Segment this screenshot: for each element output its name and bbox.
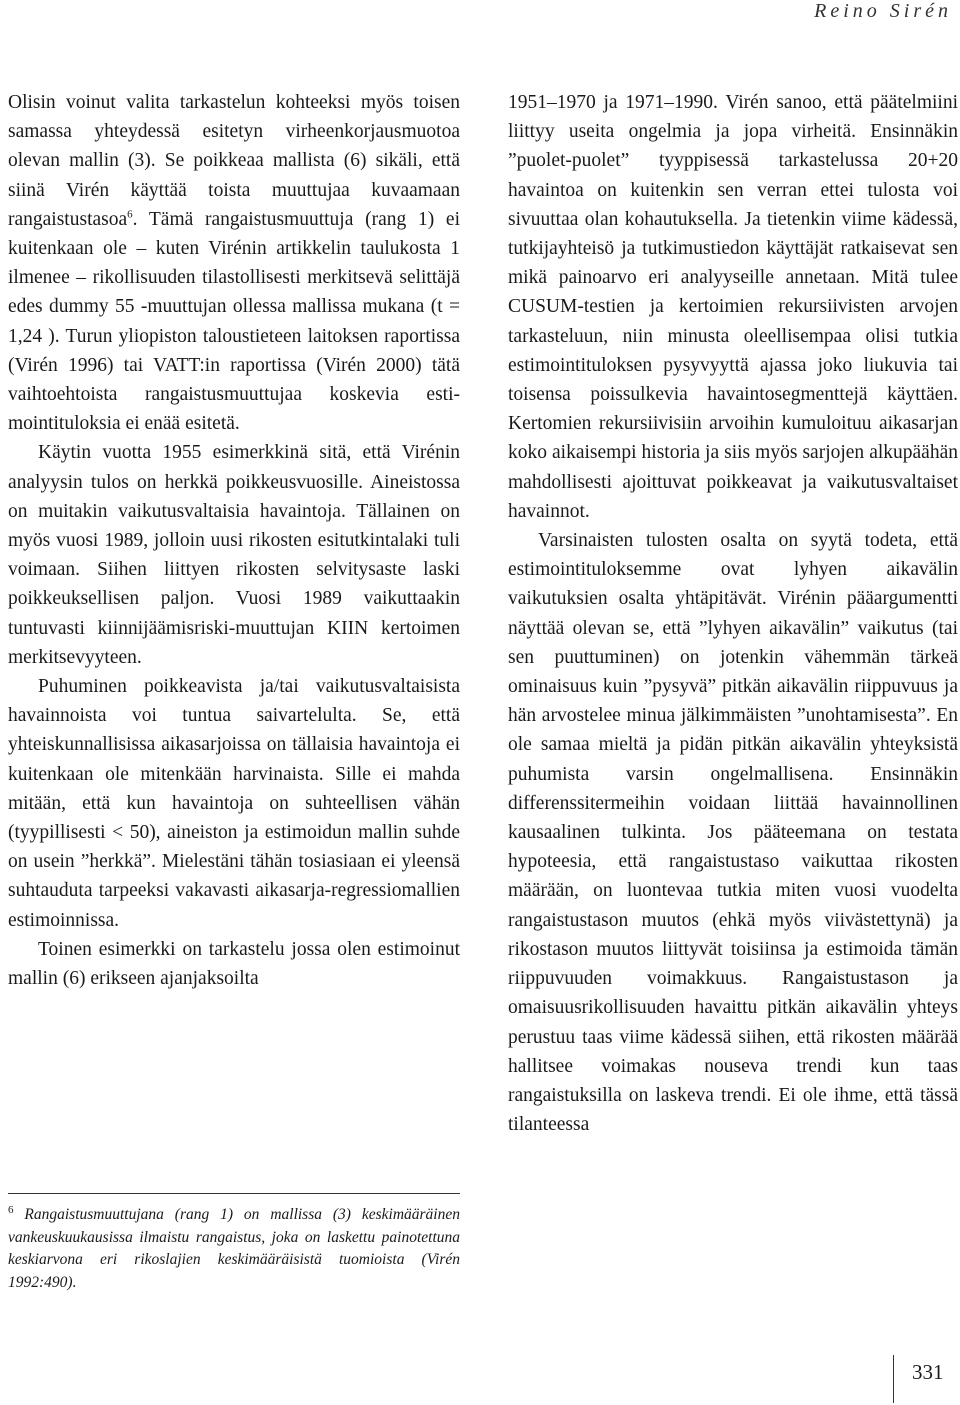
page-number-divider: [893, 1355, 894, 1403]
footnote: [8, 1204, 460, 1294]
footnote-divider: [8, 1193, 460, 1194]
paragraph: Käytin vuotta 1955 esimerkkinä sitä, että Virénin analyysin tulos on herkkä poikkeusvuosille. Aineistossa on muitakin vaikutusvaltaisia havaintoja. Tällainen on myös vuosi 1989, jolloin uusi rikosten esitutkintalaki tuli voimaan. Siihen liittyen rikosten selvitysaste laski poikkeuksellisen paljon. Vuosi 1989 vaikuttaakin tuntuvasti kiinnijäämisriski-muuttujan KIIN kertoimen merkitsevyyteen.: [8, 442, 460, 668]
page-number: 331: [912, 1360, 944, 1384]
paragraph: Varsinaisten tulosten osalta on syytä todeta, että estimointituloksemme ovat lyhyen aikavälin vaikutuksien osalta yhtäpitävät. Virénin pääargumentti näyttää olevan se, että ”lyhyen aikavälin” vaikutus (tai sen puuttuminen) on jotenkin vähemmän tärkeä ominaisuus kuin ”pysyvä” pitkän aikavälin riippuvuus ja hän arvostelee minua jälkimmäisten ”unohtamisesta”. En ole samaa mieltä ja pidän pitkän aikavälin yhteyksistä puhumista varsin ongelmallisena. Ensinnäkin differenssitermeihin voidaan liittää havainnollinen kausaalinen tulkinta. Jos pääteemana on testata hypoteesia, että rangaistustaso vaikuttaa rikosten määrään, on luontevaa tutkia miten vuosi vuodelta rangaistustason muutos (ehkä myös viivästettynä) ja rikostason muutos liittyvät toisiinsa ja estimoida tämän riippuvuuden voimakkuus. Rangaistustason ja omaisuusrikollisuuden havaittu pitkän aikavälin yhteys perustuu taas viime kädessä siihen, että rikosten määrää hallitsee voimakas nouseva trendi kun taas rangaistuksilla on laskeva trendi. Ei ole ihme, että tässä tilanteessa: [508, 530, 958, 1136]
paragraph-text: . Tämä rangaistusmuuttuja (rang 1) ei kuitenkaan ole – kuten Virénin artikkelin taulukosta 1 ilmenee – rikollisuuden tilastollisesti merkitsevä selittäjä edes dummy 55 -muuttujan ollessa mallissa mukana (t = 1,24 ). Turun yliopiston taloustieteen laitoksen raportissa (Virén 1996) tai VATT:in raportissa (Virén 2000) tätä vaihtoehtoista rangaistusmuuttujaa koskevia estimointituloksia ei enää esitetä.: [8, 208, 460, 435]
footnote-number: 6: [8, 1203, 14, 1216]
paragraph-text: Olisin voinut valita tarkastelun kohteeksi myös toisen samassa yhteydessä esitetyn virheenkorjausmuotoa olevan mallin (3). Se poikkeaa mallista (6) sikäli, että siinä Virén käyttää toista muuttujaa kuvaamaan rangaistustasoa: [8, 92, 460, 230]
paragraph: [8, 88, 460, 438]
left-column: [8, 88, 460, 993]
running-header-author: Reino Sirén: [814, 0, 952, 22]
paragraph: Toinen esimerkki on tarkastelu jossa olen estimoinut mallin (6) erikseen ajanjaksoilta: [8, 938, 460, 990]
right-column: [508, 88, 958, 1139]
paragraph: Puhuminen poikkeavista ja/tai vaikutusvaltaisista havainnoista voi tuntua saivartelulta. Se, että yhteiskunnallisissa aikasarjoissa on tällaisia havaintoja ei kuitenkaan ole mitenkään harvinaista. Sille ei mahda mitään, että kun havaintoja on suhteellisen vähän (tyypillisesti < 50), aineiston ja estimoidun mallin suhde on usein ”herkkä”. Mielestäni tähän tosiasiaan ei yleensä suhtauduta tarpeeksi vakavasti aikasarja-regressiomallien estimoinnissa.: [8, 676, 460, 931]
footnote-text: Rangaistusmuuttujana (rang 1) on mallissa (3) keskimääräinen vankeuskuukausissa ilmaistu rangaistus, joka on laskettu painotettuna keskiarvona eri rikoslajien keskimääräisistä tuomioista (Virén 1992:490).: [8, 1206, 460, 1291]
footnote-marker[interactable]: 6: [127, 208, 133, 221]
paragraph: 1951–1970 ja 1971–1990. Virén sanoo, että päätelmiini liittyy useita ongelmia ja jopa virheitä. Ensinnäkin ”puolet-puolet” tyyppisessä tarkastelussa 20+20 havaintoa on kuitenkin sen verran ettei tulosta voi sivuuttaa olan kohautuksella. Ja tietenkin viime kädessä, tutkijayhteisö ja tutkimustiedon käyttäjät ratkaisevat sen mikä painoarvo eri analyyseille annetaan. Mitä tulee CUSUM-testien ja kertoimien rekursiivisten arvojen tarkasteluun, niin minusta oleellisempaa olisi tutkia estimointituloksen pysyvyyttä ajassa joko liukuvia tai toisensa poissulkevia havaintosegmenttejä käyttäen. Kertomien rekursiivisiin arvoihin kumuloituu aikasarjan koko aikaisempi historia ja siis myös sarjojen alkupäähän mahdollisesti ajoittuvat poikkeavat ja vaikutusvaltaiset havainnot.: [508, 92, 958, 522]
